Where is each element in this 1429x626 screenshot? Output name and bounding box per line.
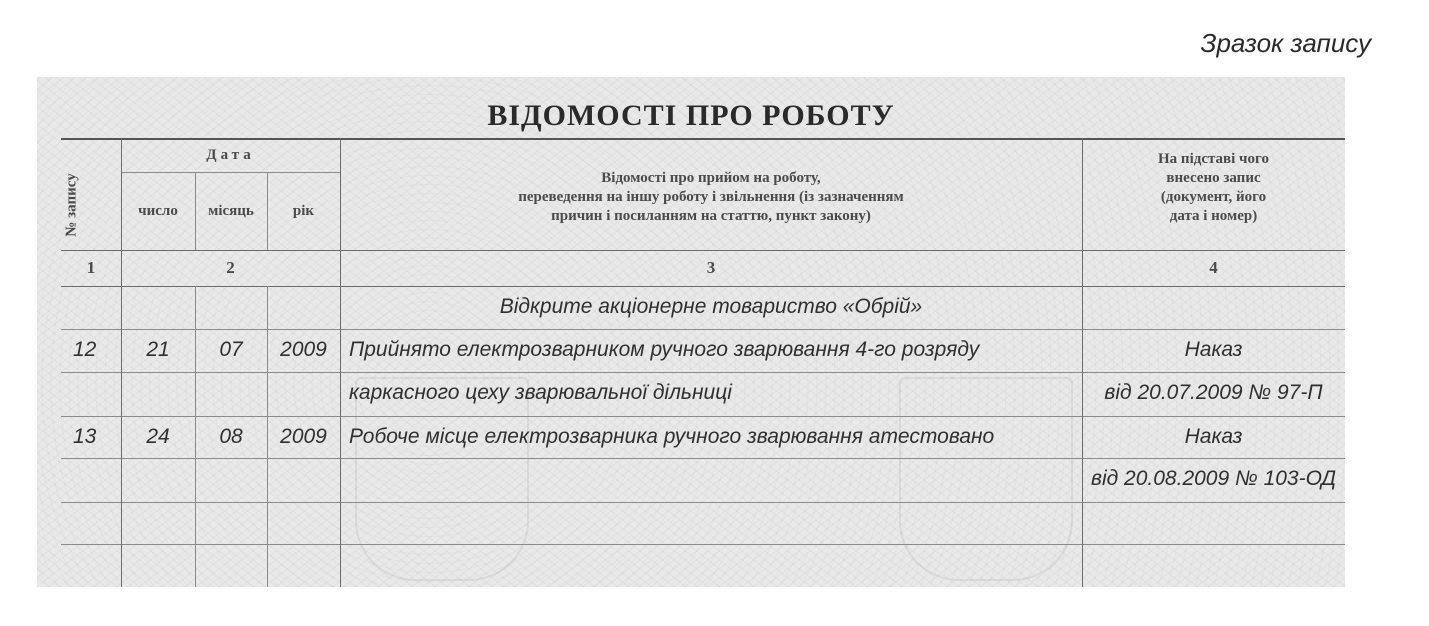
table-row-3-day: 24 bbox=[146, 425, 170, 448]
table-row-3-basis: Наказ bbox=[1184, 425, 1243, 448]
work-record-sheet bbox=[37, 77, 1345, 587]
header-year: рік bbox=[292, 203, 315, 219]
table-row-1-info: Прийнято електрозварником ручного зварювання 4-го розряду bbox=[349, 338, 980, 361]
sample-caption: Зразок запису bbox=[1200, 28, 1371, 58]
header-basis: На підставі чого внесено запис (документ, його дата і номер) bbox=[1158, 151, 1269, 224]
page-title: ВІДОМОСТІ ПРО РОБОТУ bbox=[487, 99, 895, 132]
header-date-group: Дата bbox=[206, 147, 255, 163]
table-row-1-number: 12 bbox=[73, 338, 97, 361]
table-row-0-info: Відкрите акціонерне товариство «Обрій» bbox=[499, 295, 923, 318]
table-row-2-info: каркасного цеху зварювальної дільниці bbox=[349, 381, 732, 404]
header-month: місяць bbox=[208, 203, 254, 219]
column-number-3: 3 bbox=[706, 258, 716, 277]
table-row-3-year: 2009 bbox=[280, 425, 327, 448]
table-row-1-day: 21 bbox=[146, 338, 170, 361]
table-row-1-month: 07 bbox=[219, 338, 243, 361]
table-row-2-basis: від 20.07.2009 № 97-П bbox=[1104, 381, 1323, 404]
table-row-3-month: 08 bbox=[219, 425, 243, 448]
column-number-2: 2 bbox=[226, 258, 235, 277]
table-row-4-basis: від 20.08.2009 № 103-ОД bbox=[1090, 467, 1337, 490]
table-row-3-info: Робоче місце електрозварника ручного зварювання атестовано bbox=[349, 425, 995, 448]
table-row-1-basis: Наказ bbox=[1184, 338, 1243, 361]
column-number-4: 4 bbox=[1209, 258, 1218, 277]
header-record-number: № запису bbox=[63, 173, 80, 237]
column-number-1: 1 bbox=[86, 258, 96, 277]
header-day: число bbox=[138, 203, 178, 219]
table-row-1-year: 2009 bbox=[280, 338, 327, 361]
table-row-3-number: 13 bbox=[73, 425, 97, 448]
header-info: Відомості про прийом на роботу, переведення на іншу роботу і звільнення (із зазначенням причин і посиланням на статтю, пункт закону) bbox=[518, 170, 904, 224]
